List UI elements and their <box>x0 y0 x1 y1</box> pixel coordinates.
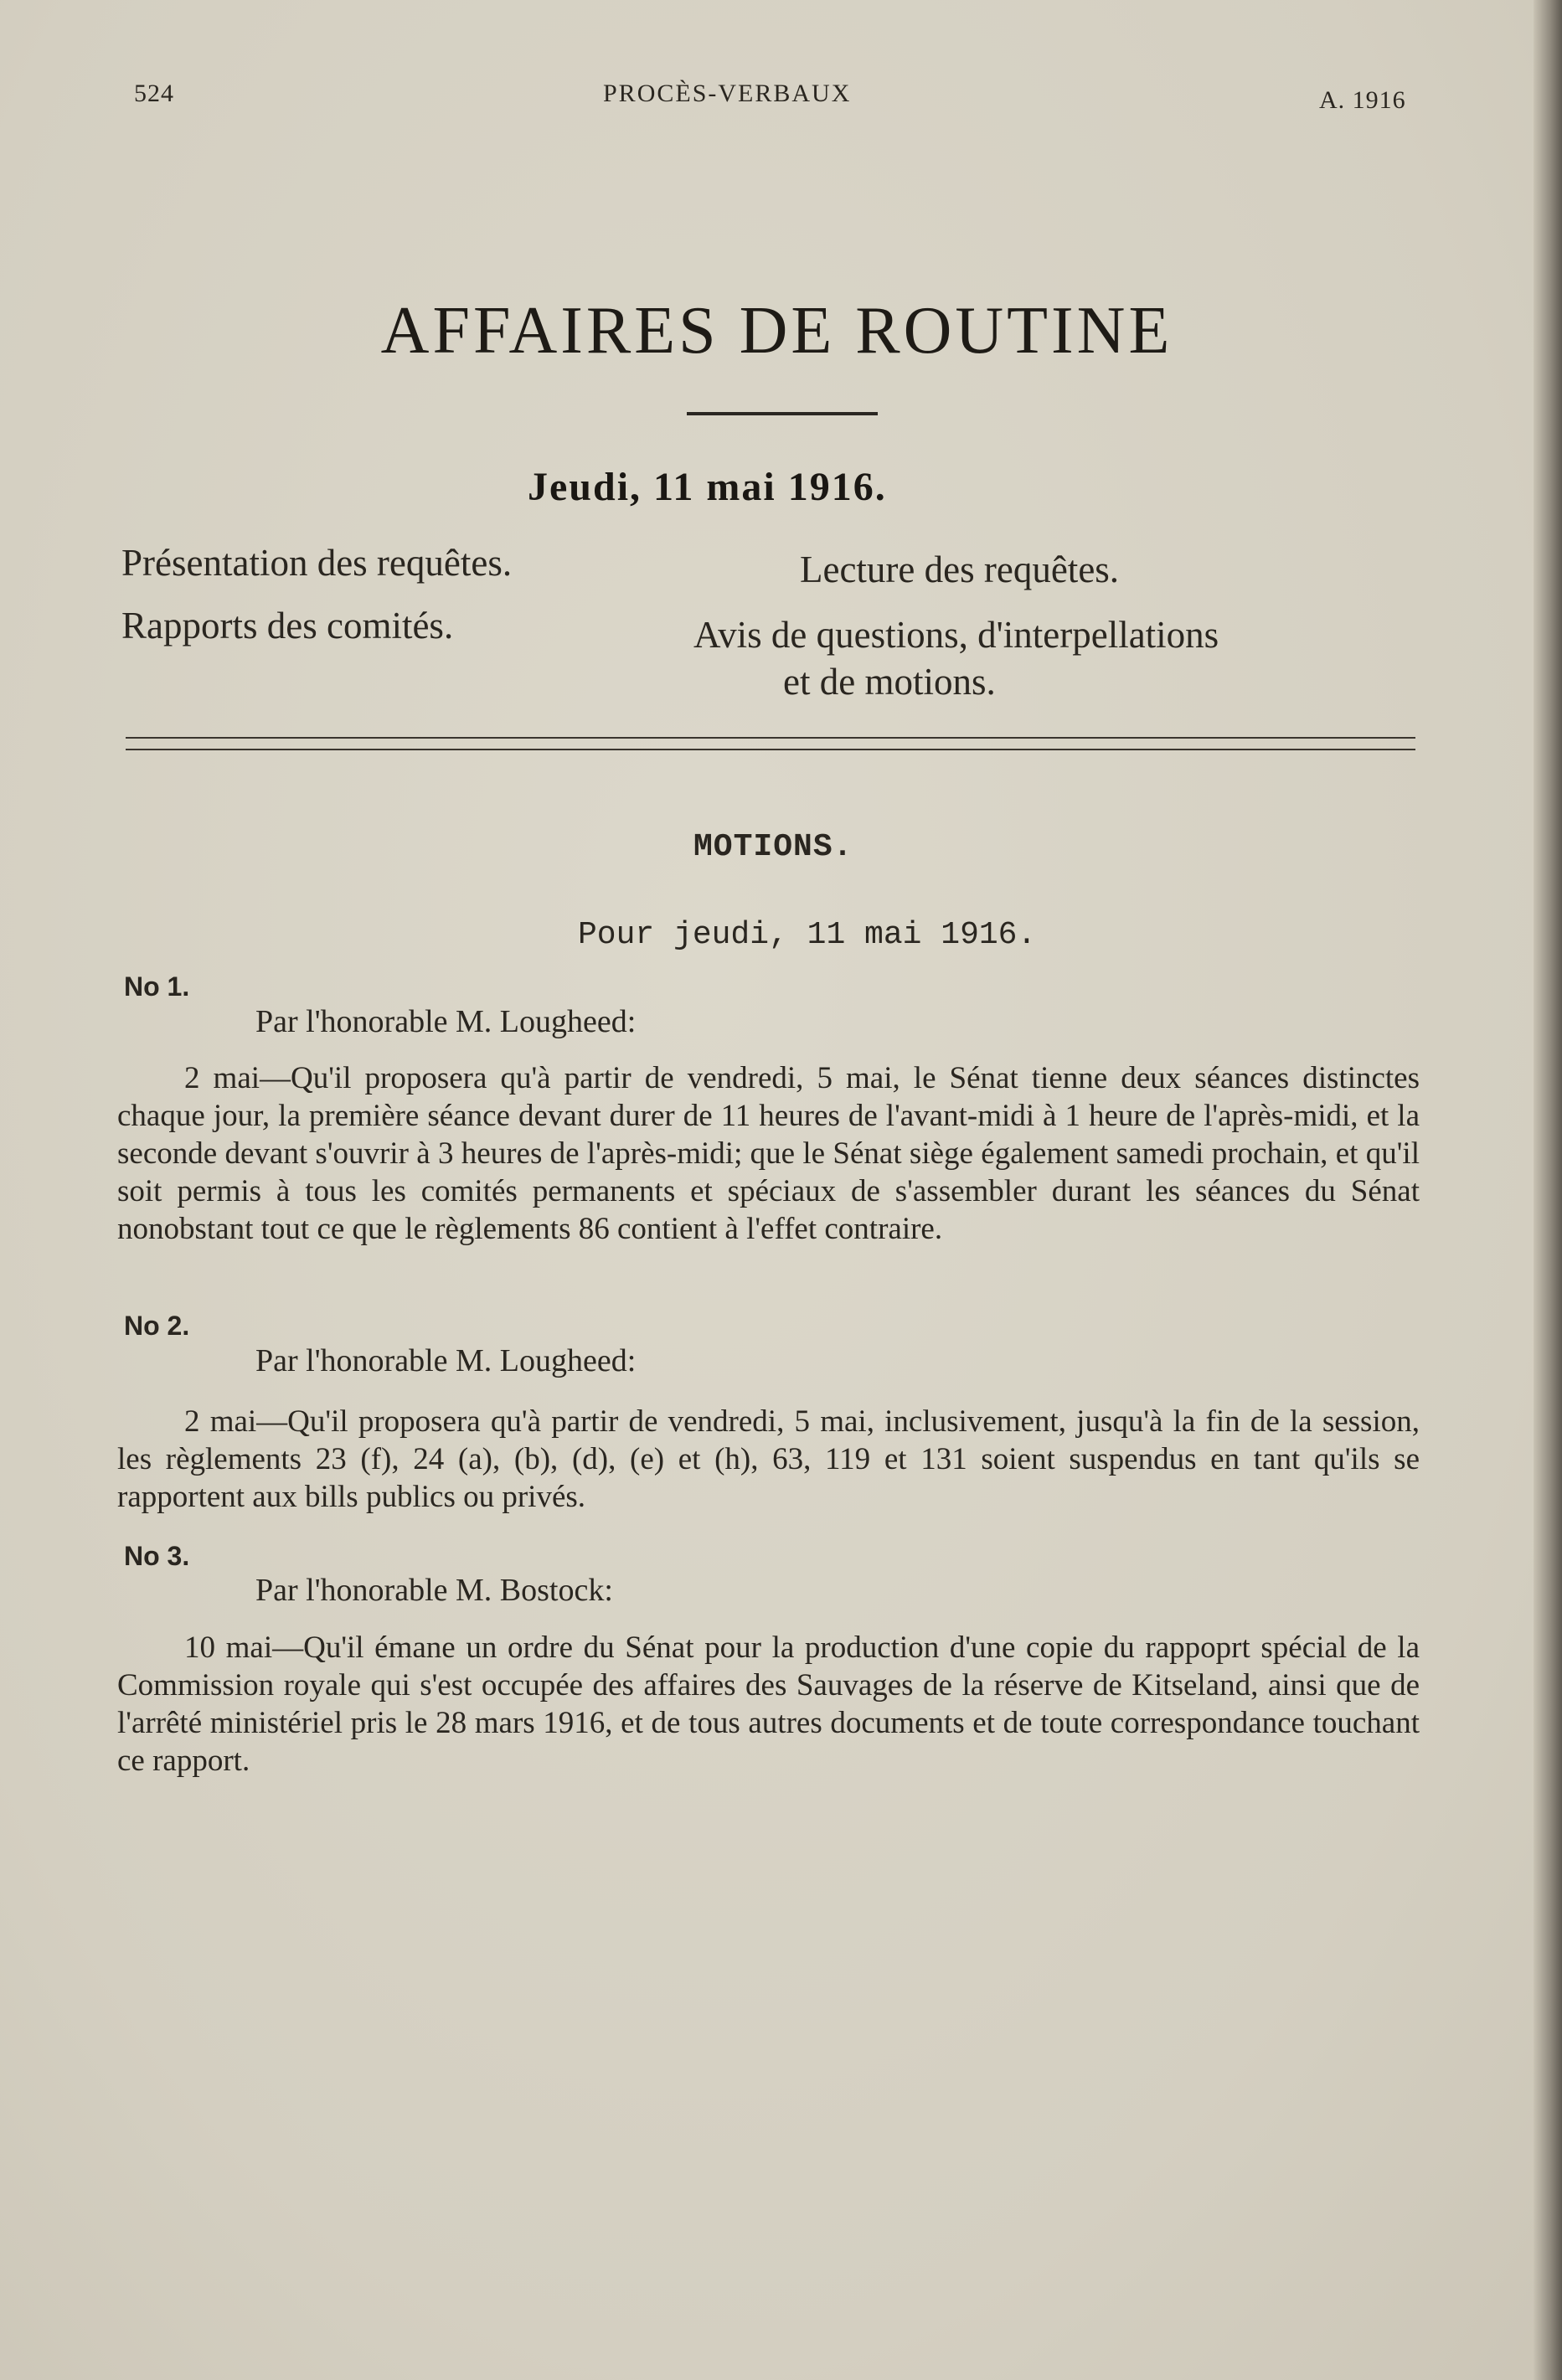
page-title <box>0 293 1562 369</box>
page-number: 524 <box>134 80 174 107</box>
motion-text <box>117 1629 1420 1780</box>
routine-item-notices-cont: et de motions. <box>783 661 996 703</box>
section-heading: MOTIONS. <box>693 829 853 865</box>
year-label: A. 1916 <box>1319 86 1406 114</box>
section-divider <box>126 737 1415 750</box>
motion-mover: Par l'honorable M. Bostock: <box>255 1573 613 1608</box>
motion-mover: Par l'honorable M. Lougheed: <box>255 1343 637 1378</box>
motion-paragraph: 10 mai—Qu'il émane un ordre du Sénat pour la production d'une copie du rappoprt spécial de la Commission royale qui s'est occupée des affaires des Sauvages de la réserve de Kitseland, ainsi que de l'arrêté ministériel pris le 28 mars 1916, et de tous autres documents et de toute correspondance touchant ce rapport. <box>117 1630 1420 1778</box>
motion-number: No 3. <box>124 1541 190 1571</box>
motion-number: No 1. <box>124 971 190 1002</box>
motion-number: No 2. <box>124 1311 190 1341</box>
routine-item-petitions: Présentation des requêtes. <box>121 542 513 584</box>
routine-item-notices: Avis de questions, d'interpellations <box>693 614 1219 656</box>
date-line: Jeudi, 11 mai 1916. <box>528 465 887 509</box>
routine-item-reading-petitions: Lecture des requêtes. <box>800 549 1120 590</box>
motion-paragraph: 2 mai—Qu'il proposera qu'à partir de vendredi, 5 mai, inclusivement, jusqu'à la fin de la session, les règlements 23 (f), 24 (a), (b), (d), (e) et (h), 63, 119 et 131 soient suspendus en tant qu'ils se rapportent aux bills publics ou privés. <box>117 1404 1420 1514</box>
running-title: PROCÈS-VERBAUX <box>603 80 852 107</box>
motion-text <box>117 1059 1420 1248</box>
motion-paragraph: 2 mai—Qu'il proposera qu'à partir de vendredi, 5 mai, le Sénat tienne deux séances distinctes chaque jour, la première séance devant durer de 11 heures de l'avant-midi à 1 heure de l'après-midi, et la seconde devant s'ouvrir à 3 heures de l'après-midi; que le Sénat siège également samedi prochain, et qu'il soit permis à tous les comités permanents et spéciaux de s'assembler durant les séances du Sénat nonobstant tout ce que le règlements 86 contient à l'effet contraire. <box>117 1061 1420 1246</box>
order-day-line: Pour jeudi, 11 mai 1916. <box>578 917 1037 953</box>
motion-mover: Par l'honorable M. Lougheed: <box>255 1004 637 1039</box>
running-header <box>0 80 1562 113</box>
title-rule <box>687 412 878 415</box>
motion-text <box>117 1403 1420 1516</box>
page-title-text: AFFAIRES DE ROUTINE <box>380 294 1173 368</box>
routine-item-committee-reports: Rapports des comités. <box>121 605 454 647</box>
